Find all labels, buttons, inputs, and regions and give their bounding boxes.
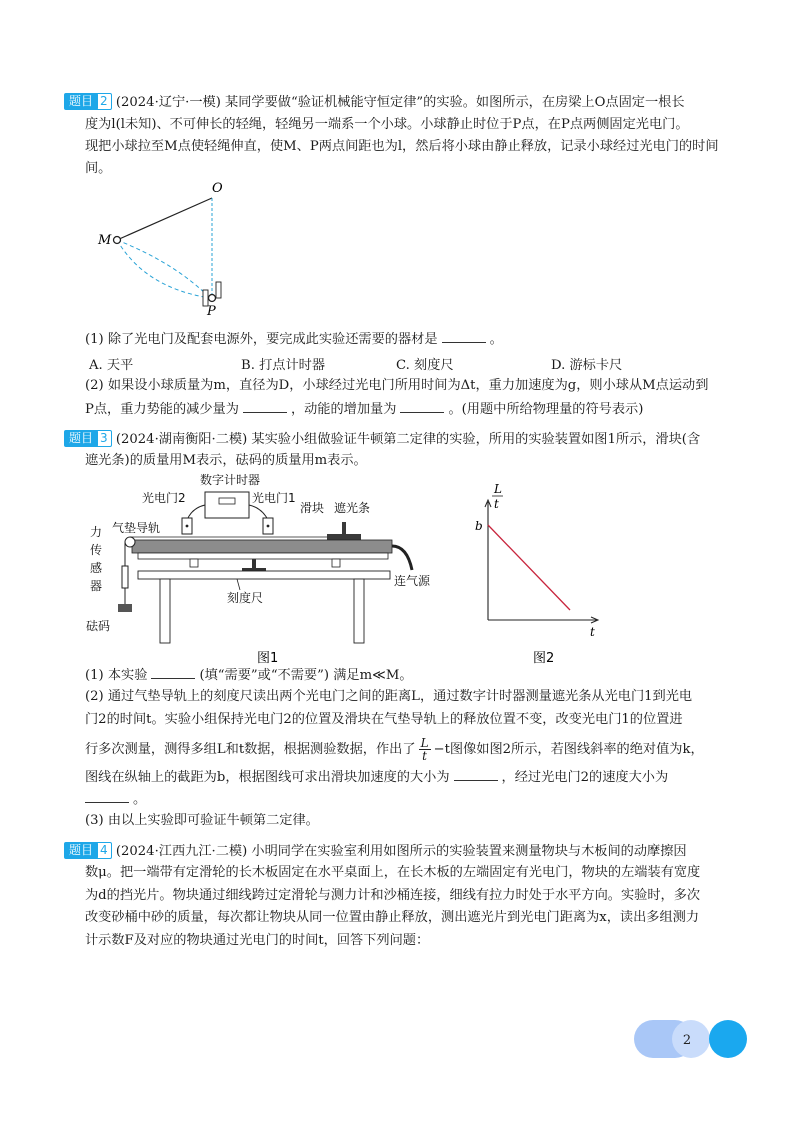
q2-option-c: C. 刻度尺: [396, 358, 454, 373]
gate1-dot: [267, 525, 270, 528]
air-hose: [392, 546, 412, 570]
y-axis-den: t: [494, 497, 499, 511]
q2-option-d: D. 游标卡尺: [551, 358, 623, 373]
label-air: 连气源: [394, 574, 431, 588]
timer-display: [219, 498, 235, 504]
label-weight: 砝码: [86, 619, 111, 633]
air-track: [132, 540, 392, 553]
q2-option-a: A. 天平: [89, 358, 134, 373]
weight-block: [118, 604, 132, 612]
label-m: M: [98, 233, 112, 248]
q4-line4: 改变砂桶中砂的质量，每次都让物块从同一位置由静止释放，测出遮光片到光电门距离为x，读出多组测力: [85, 910, 700, 925]
label-ruler: 刻度尺: [227, 591, 264, 605]
label-gate1: 光电门1: [252, 491, 296, 505]
sensor-char-1: 力: [90, 525, 103, 539]
label-o: O: [212, 181, 223, 196]
shading-strip: [342, 522, 346, 534]
foot-right: [332, 559, 340, 567]
q2-sub2-line1: (2) 如果设小球质量为m，直径为D，小球经过光电门所用时间为Δt，重力加速度为g，则小球从M点运动到: [85, 378, 709, 393]
label-gate2: 光电门2: [142, 491, 186, 505]
q4-tag: 题目: [64, 842, 98, 859]
sensor-char-3: 感: [90, 561, 103, 575]
label-slider: 滑块: [300, 501, 325, 515]
rope-om: [117, 198, 212, 240]
fig2-caption: 图2: [533, 651, 555, 666]
q4-line3: 为d的挡光片。物块通过细线跨过定滑轮与测力计和沙桶连接，细线有拉力时处于水平方向。实验时，多次: [85, 888, 701, 903]
label-rail: 气垫导轨: [112, 521, 161, 535]
foot-left: [190, 559, 198, 567]
q3-sub2-line3: 行多次测量，测得多组L和t数据，根据测验数据，作出了 $\frac{L}{t}$ −t图像如图2所示，若图线斜率的绝对值为k，: [85, 736, 704, 763]
label-b: b: [475, 519, 483, 533]
air-track-figure: [82, 470, 432, 670]
force-sensor: [122, 566, 128, 588]
q3-sub2-blank2[interactable]: [85, 790, 129, 803]
graph-figure: [470, 480, 610, 670]
q2-line2: 度为l(l未知)、不可伸长的轻绳，轻绳另一端系一个小球。小球静止时位于P点，在P点两侧固定光电门。: [85, 117, 689, 132]
q3-sub2-blank1[interactable]: [454, 768, 498, 781]
page-number-badge: [632, 1018, 750, 1060]
label-strip: 遮光条: [334, 501, 371, 515]
q4-number: 4: [96, 842, 112, 859]
sensor-char-4: 器: [90, 579, 103, 593]
pulley: [125, 537, 135, 547]
q2-sub2-blank2[interactable]: [400, 400, 444, 413]
q3-sub3: (3) 由以上实验即可验证牛顿第二定律。: [85, 813, 319, 828]
q2-line4: 间。: [85, 161, 112, 176]
l-over-t-fraction: $\frac{L}{t}$: [420, 736, 429, 763]
q2-sub2-blank1[interactable]: [243, 400, 287, 413]
graph-line: [488, 525, 570, 610]
q3-line1: 题目 3 (2024·湖南衡阳·二模) 某实验小组做验证牛顿第二定律的实验，所用的实验装置如图1所示，滑块(含: [64, 430, 700, 449]
label-p: P: [207, 304, 216, 318]
fig1-caption: 图1: [257, 651, 279, 666]
page-number: 2: [682, 1033, 692, 1048]
q3-line2: 遮光条)的质量用M表示，砝码的质量用m表示。: [85, 453, 367, 468]
photogate-right: [216, 282, 221, 298]
timer-box: [205, 492, 249, 518]
q3-sub2-line2: 门2的时间t。实验小组保持光电门2的位置及滑块在气垫导轨上的释放位置不变，改变光电门1的位置进: [85, 712, 683, 727]
q2-sub2-line2: P点，重力势能的减少量为 ，动能的增加量为 。(用题中所给物理量的符号表示): [85, 402, 644, 417]
foot-middle-base: [242, 568, 266, 571]
q2-sub1: (1) 除了光电门及配套电源外，要完成此实验还需要的器材是 。: [85, 332, 503, 347]
q2-option-b: B. 打点计时器: [241, 358, 326, 373]
table-leg-left: [160, 579, 170, 643]
page-bubble-dark: [709, 1020, 747, 1058]
pendulum-figure: [95, 178, 245, 318]
q3-sub1: (1) 本实验 (填“需要”或“不需要”) 满足m≪M。: [85, 668, 413, 683]
y-axis-num: L: [494, 482, 502, 496]
q2-line3: 现把小球拉至M点使轻绳伸直，使M、P两点间距也为l，然后将小球由静止释放，记录小球经过光电门的时间: [85, 139, 719, 154]
q3-number: 3: [96, 430, 112, 447]
label-timer: 数字计时器: [200, 473, 261, 487]
label-t: t: [590, 625, 595, 639]
q2-sub1-blank[interactable]: [442, 330, 486, 343]
q2-number: 2: [96, 93, 112, 110]
q3-sub2-line1: (2) 通过气垫导轨上的刻度尺读出两个光电门之间的距离L，通过数字计时器测量遮光条从光电门1到光电: [85, 689, 693, 704]
q3-sub2-line5: 。: [85, 790, 146, 809]
ball-p: [209, 295, 216, 302]
q4-line1: 题目 4 (2024·江西九江·二模) 小明同学在实验室利用如图所示的实验装置来测量物块与木板间的动摩擦因: [64, 842, 687, 861]
q4-line5: 计示数F及对应的物块通过光电门的时间t，回答下列问题：: [85, 933, 430, 948]
q2-line1: 题目 2 (2024·辽宁·一模) 某同学要做“验证机械能守恒定律”的实验。如图所示，在房梁上O点固定一根长: [64, 93, 685, 112]
foot-middle: [252, 559, 256, 569]
q3-sub1-blank[interactable]: [151, 666, 195, 679]
ruler-pointer: [237, 579, 240, 590]
ball-m: [114, 237, 121, 244]
sensor-char-2: 传: [90, 543, 103, 557]
track-base: [138, 553, 388, 559]
table-leg-right: [354, 579, 364, 643]
q2-tag: 题目: [64, 93, 98, 110]
arc-path-dashed: [117, 240, 210, 298]
chord-dashed: [117, 240, 210, 298]
q4-line2: 数μ。把一端带有定滑轮的长木板固定在水平桌面上，在长木板的左端固定有光电门，物块的左端装有宽度: [85, 865, 701, 880]
q3-sub2-line4: 图线在纵轴上的截距为b，根据图线可求出滑块加速度的大小为 ，经过光电门2的速度大小为: [85, 770, 669, 785]
table-top: [138, 571, 390, 579]
q3-tag: 题目: [64, 430, 98, 447]
gate2-dot: [186, 525, 189, 528]
